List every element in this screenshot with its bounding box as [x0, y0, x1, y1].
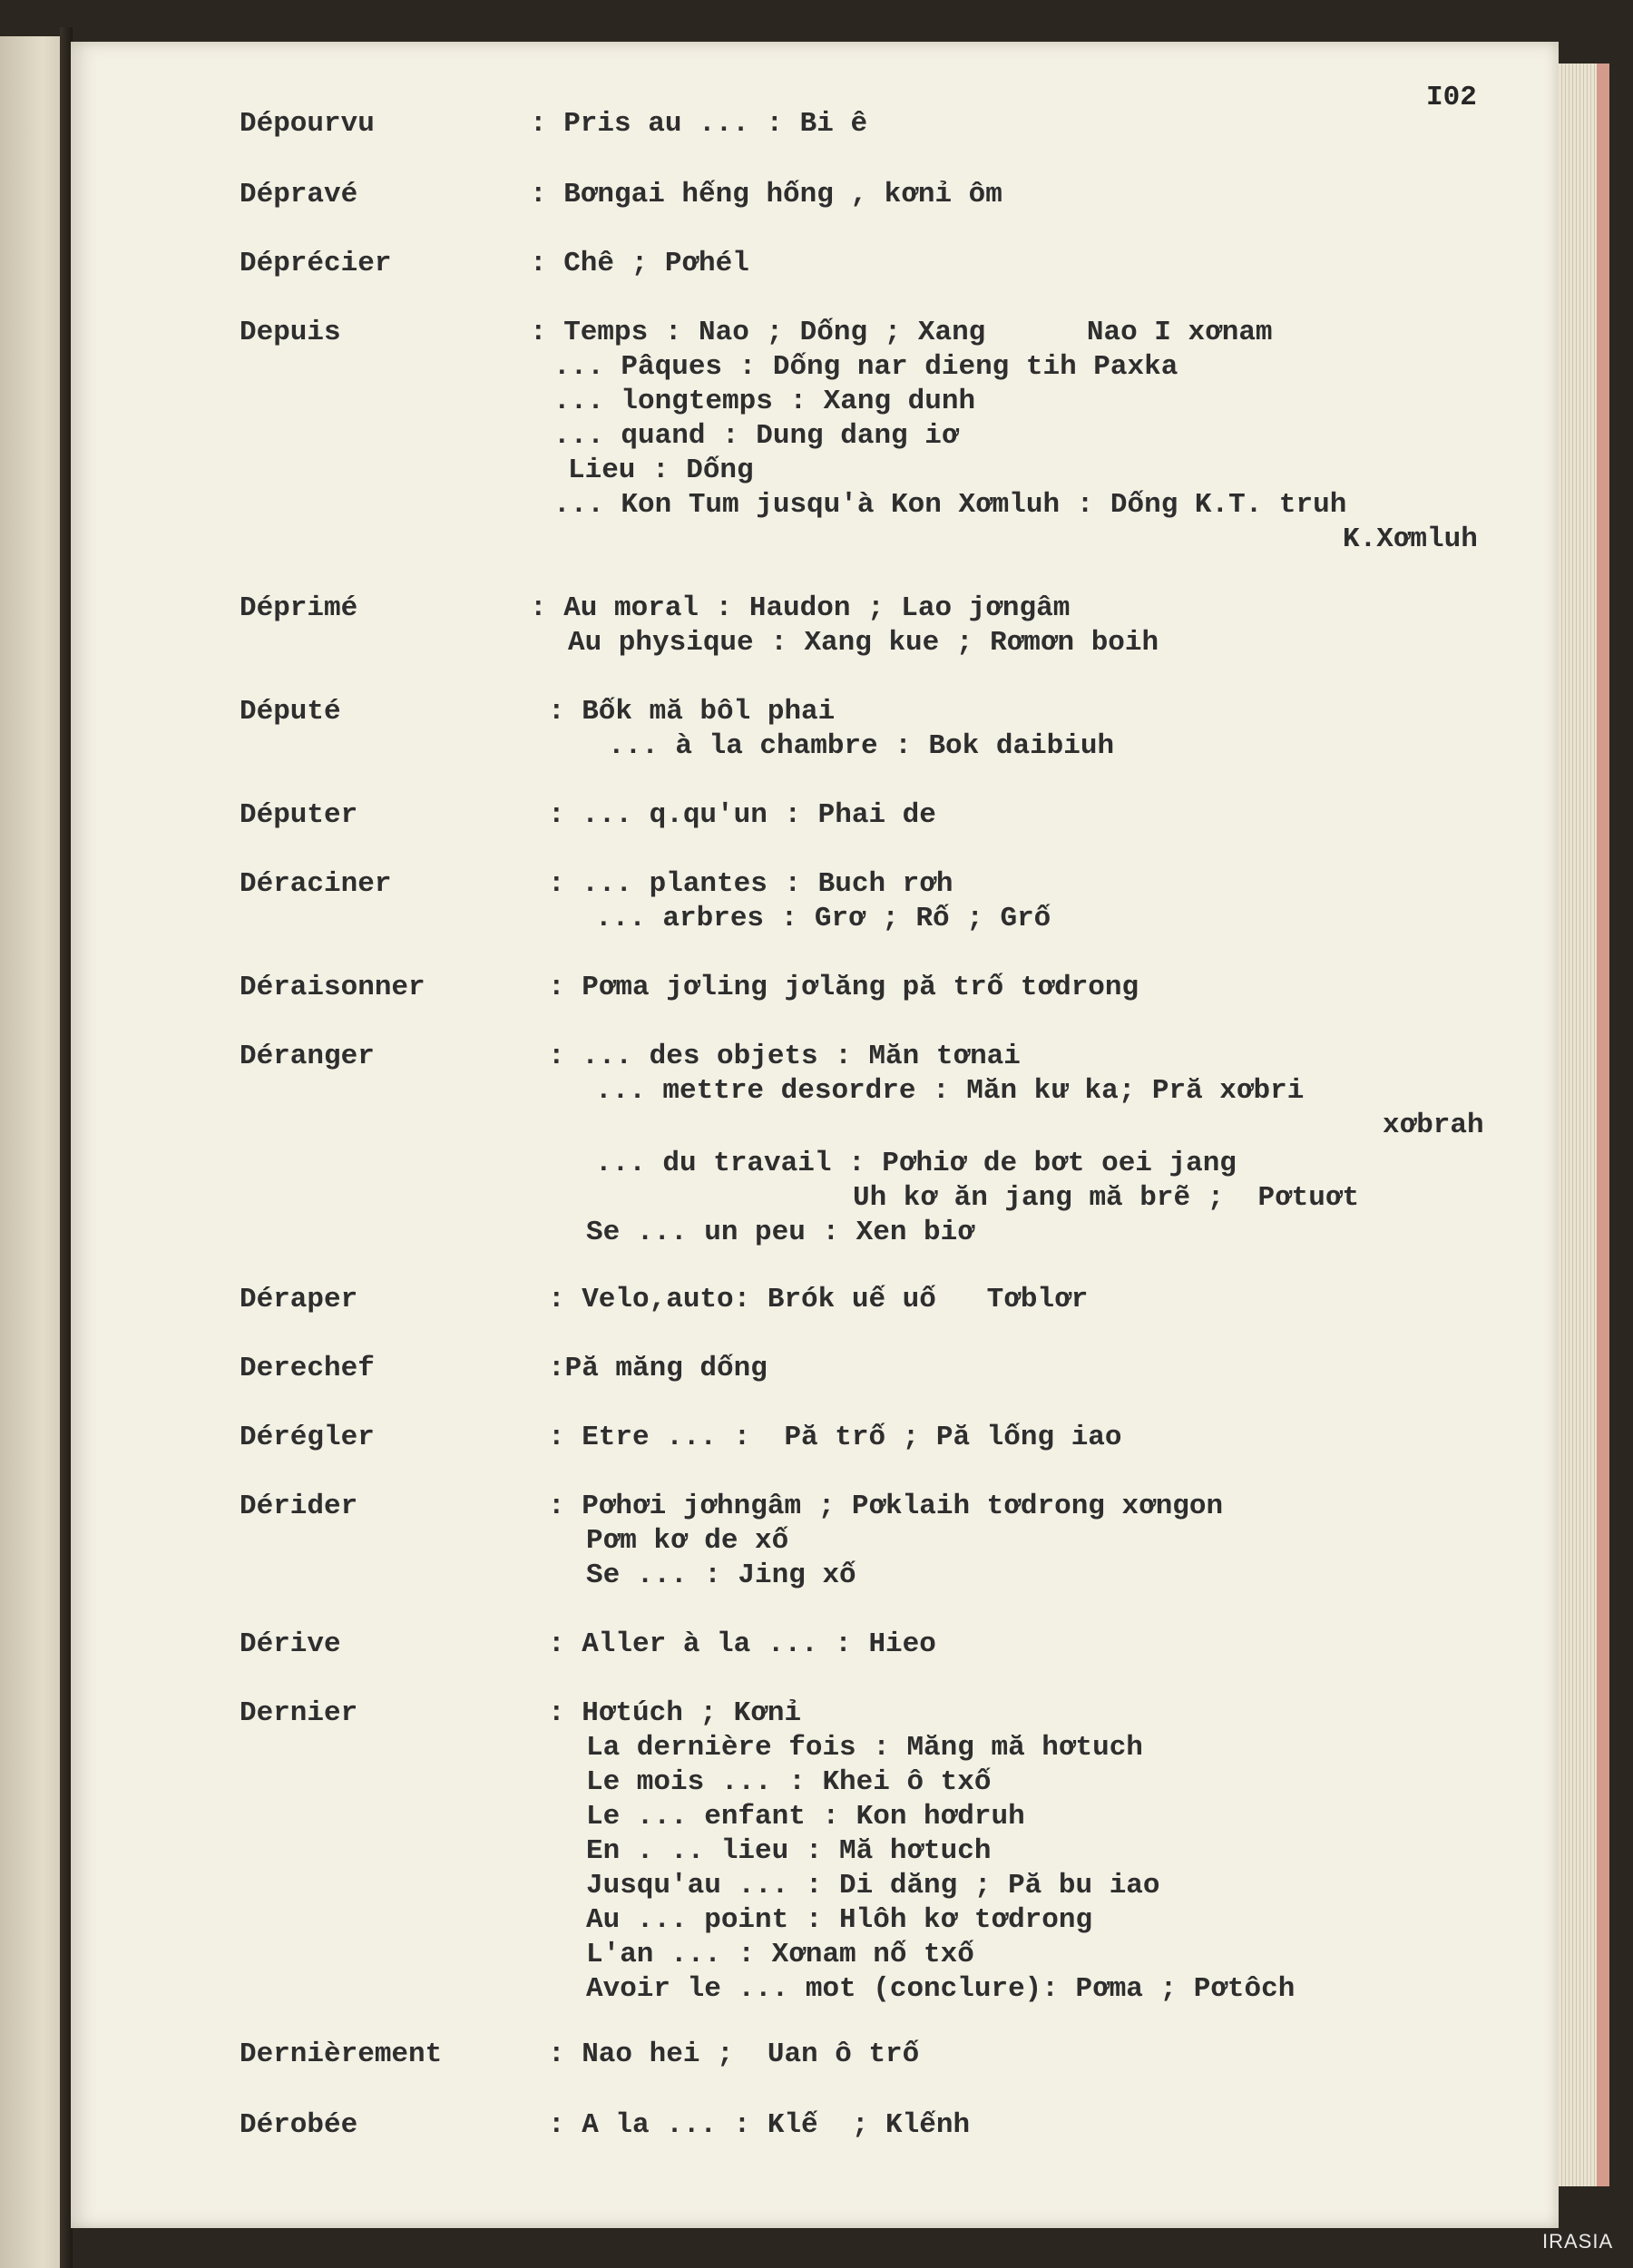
entry-definition-line: Se ... un peu : Xen biơ	[586, 1217, 974, 1248]
entry-definition-line: : A la ... : Klế ; Klếnh	[548, 2109, 971, 2141]
book-cover-edge	[1597, 64, 1609, 2186]
entry-definition-line: : Velo,auto: Brók uế uố Tơblơr	[548, 1284, 1089, 1315]
entry-definition-line: Le ... enfant : Kon hơdruh	[586, 1801, 1025, 1833]
entry-term: Dépourvu	[240, 108, 375, 140]
entry-term: Dépravé	[240, 179, 358, 210]
entry-definition-line: ... Pâques : Dống nar dieng tih Paxka	[553, 351, 1178, 383]
entry-definition-line: : Bơngai hếng hống , kơnỉ ôm	[530, 179, 1002, 210]
entry-term: Déranger	[240, 1041, 375, 1072]
entry-term: Député	[240, 696, 341, 728]
entry-definition-line: xơbrah	[1383, 1110, 1484, 1141]
entry-definition-line: ... longtemps : Xang dunh	[553, 386, 976, 417]
entry-definition-line: L'an ... : Xơnam nố txố	[586, 1939, 974, 1970]
watermark-label: IRASIA	[1542, 2230, 1614, 2253]
entry-term: Depuis	[240, 317, 341, 348]
entry-definition-line: : ... des objets : Măn tơnai	[548, 1041, 1021, 1072]
entry-definition-line: Avoir le ... mot (conclure): Pơma ; Pơtôch	[586, 1973, 1296, 2005]
entry-definition-line: :Pă măng dống	[548, 1353, 768, 1384]
entry-definition-line: ... à la chambre : Bok daibiuh	[608, 730, 1115, 762]
entry-definition-line: : ... plantes : Buch rơh	[548, 868, 953, 900]
entry-term: Déraisonner	[240, 972, 425, 1003]
entry-definition-line: : Au moral : Haudon ; Lao jơngâm	[530, 592, 1071, 624]
entry-definition-line: : Temps : Nao ; Dống ; Xang Nao I xơnam	[530, 317, 1273, 348]
entry-term: Déprimé	[240, 592, 358, 624]
entry-definition-line: ... Kon Tum jusqu'à Kon Xơmluh : Dống K.T. truh	[553, 489, 1347, 521]
entry-definition-line: : Hơtúch ; Kơnỉ	[548, 1697, 802, 1729]
entry-term: Dérégler	[240, 1422, 375, 1453]
entry-definition-line: : Pơma jơling jơlăng pă trố tơdrong	[548, 972, 1139, 1003]
entry-definition-line: Uh kơ ăn jang mă brẽ ; Pơtuơt	[853, 1182, 1360, 1214]
entry-definition-line: ... mettre desordre : Măn kư ka; Pră xơbri	[595, 1075, 1305, 1107]
entry-term: Députer	[240, 799, 358, 831]
entry-definition-line: : Pơhơi jơhngâm ; Pơklaih tơdrong xơngon	[548, 1491, 1224, 1522]
entry-definition-line: ... arbres : Grơ ; Rố ; Grố	[595, 903, 1051, 934]
entry-definition-line: : Aller à la ... : Hieo	[548, 1628, 936, 1660]
entry-definition-line: En . .. lieu : Mă hơtuch	[586, 1835, 992, 1867]
entry-term: Derechef	[240, 1353, 375, 1384]
entry-term: Dernièrement	[240, 2038, 443, 2070]
entry-definition-line: Pơm kơ de xố	[586, 1525, 789, 1557]
entry-term: Déprécier	[240, 248, 392, 279]
entry-definition-line: : Etre ... : Pă trố ; Pă lống iao	[548, 1422, 1122, 1453]
entry-definition-line: : Pris au ... : Bi ê	[530, 108, 868, 140]
entry-definition-line: : Nao hei ; Uan ô trố	[548, 2038, 920, 2070]
entry-definition-line: ... quand : Dung dang iơ	[553, 420, 959, 452]
entry-definition-line: ... du travail : Pơhiơ de bơt oei jang	[595, 1148, 1237, 1179]
entry-definition-line: Jusqu'au ... : Di dăng ; Pă bu iao	[586, 1870, 1160, 1901]
entry-definition-line: : Bốk mă bôl phai	[548, 696, 836, 728]
entry-definition-line: Au ... point : Hlôh kơ tơdrong	[586, 1904, 1093, 1936]
page-number: I02	[1426, 82, 1477, 113]
entry-definition-line: : Chê ; Pơhél	[530, 248, 749, 279]
entry-definition-line: La dernière fois : Măng mă hơtuch	[586, 1732, 1143, 1764]
entry-definition-line: Lieu : Dống	[568, 455, 754, 486]
entry-term: Déraciner	[240, 868, 392, 900]
entry-term: Dérobée	[240, 2109, 358, 2141]
entry-term: Déraper	[240, 1284, 358, 1315]
page-stack-edge	[1559, 64, 1597, 2186]
entry-term: Dernier	[240, 1697, 358, 1729]
entry-definition-line: Au physique : Xang kue ; Rơmơn boih	[568, 627, 1159, 659]
entry-term: Dérider	[240, 1491, 358, 1522]
entry-definition-line: Le mois ... : Khei ô txố	[586, 1766, 992, 1798]
entry-term: Dérive	[240, 1628, 341, 1660]
entry-definition-line: : ... q.qu'un : Phai de	[548, 799, 936, 831]
entry-definition-line: K.Xơmluh	[1343, 523, 1478, 555]
entry-definition-line: Se ... : Jing xố	[586, 1559, 856, 1591]
